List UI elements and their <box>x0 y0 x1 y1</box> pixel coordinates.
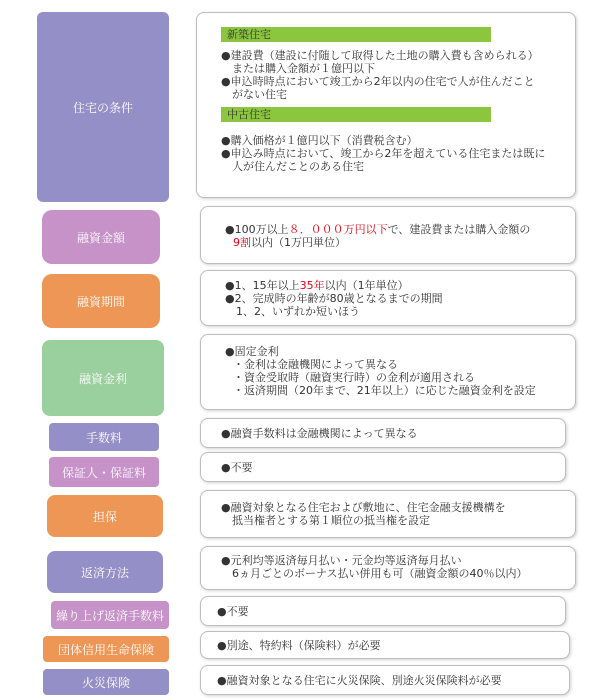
label-conditions-text: 住宅の条件 <box>72 100 133 115</box>
label-period-text: 融資期間 <box>76 294 125 309</box>
period-text-a: ●1、15年以上 <box>225 279 300 292</box>
amount-limit-red: ８．０００万円以下 <box>288 223 388 236</box>
card-guarantor <box>200 452 566 482</box>
insurance-fire-line-1: ●融資対象となる住宅に火災保険、別途火災保険料が必要 <box>217 674 502 687</box>
period-line-3: 1、2、いずれか短いほう <box>225 305 360 318</box>
used-bullet-2-line-1: ●申込み時点において、竣工から2年を超えている住宅または既に <box>221 147 546 160</box>
label-amount <box>42 210 160 264</box>
repayment-line-2: 6ヵ月ごとのボーナス払い併用も可（融資金額の40％以内） <box>221 567 528 580</box>
label-fee-text: 手数料 <box>85 430 122 445</box>
label-repayment-text: 返済方法 <box>80 565 129 580</box>
period-line-2: ●2、完成時の年齢が80歳となるまでの期間 <box>225 292 443 305</box>
new-bullet-2-line-2: がない住宅 <box>221 88 287 101</box>
new-bullet-2-line-1: ●申込時時点において竣工から2年以内の住宅で人が住んだこと <box>221 75 535 88</box>
used-bullet-1: ●購入価格が１億円以下（消費税含む） <box>221 134 418 147</box>
rate-line-4: ・返済期間（20年まで、21年以上）に応じた融資金利を設定 <box>233 384 536 397</box>
fee-line-1: ●融資手数料は金融機関によって異なる <box>221 427 418 440</box>
label-prepay-text: 繰り上げ返済手数料 <box>55 608 164 623</box>
amount-line-1 <box>225 223 575 236</box>
card-repayment <box>200 546 576 590</box>
rate-line-1: ●固定金利 <box>225 345 279 358</box>
used-bullet-2-line-2: 人が住んだことのある住宅 <box>221 160 364 173</box>
new-bullet-1-line-2: または購入金額が１億円以下 <box>221 62 375 75</box>
rate-line-3: ・資金受取時（融資実行時）の金利が適用される <box>233 371 475 384</box>
label-insurance-life <box>43 636 169 662</box>
card-prepay <box>200 596 566 626</box>
period-text-b: 以内（1年単位） <box>324 279 409 292</box>
card-insurance-life <box>200 631 570 659</box>
amount-line-2 <box>233 236 575 249</box>
label-prepay <box>51 601 169 629</box>
subhead-new-housing: 新築住宅 <box>221 27 491 42</box>
repayment-line-1: ●元利均等返済毎月払い・元金均等返済毎月払い <box>221 554 462 567</box>
label-fee <box>49 423 159 451</box>
insurance-life-line-1: ●別途、特約料（保険料）が必要 <box>217 639 381 652</box>
card-period <box>200 270 576 326</box>
collateral-line-1: ●融資対象となる住宅および敷地に、住宅金融支援機構を <box>221 501 506 514</box>
period-line-1 <box>225 279 575 292</box>
label-rate <box>42 340 164 416</box>
amount-ratio-red: 9割 <box>233 236 251 249</box>
rate-line-2: ・金利は金融機関によって異なる <box>233 358 398 371</box>
new-bullet-1-line-1: ●建設費（建設に付随して取得した土地の購入費も含められる） <box>221 49 539 62</box>
label-insurance-fire-text: 火災保険 <box>81 675 130 690</box>
label-insurance-life-text: 団体信用生命保険 <box>57 642 154 657</box>
label-amount-text: 融資金額 <box>76 230 125 245</box>
label-rate-text: 融資金利 <box>78 371 127 386</box>
label-collateral-text: 担保 <box>92 509 117 524</box>
amount-text-b: で、建設費または購入金額の <box>387 223 531 236</box>
label-period <box>42 274 160 328</box>
label-repayment <box>47 551 163 593</box>
period-years-red: 35年 <box>299 279 325 292</box>
collateral-line-2: 抵当権者とする第１順位の抵当権を設定 <box>221 514 430 527</box>
card-rate <box>200 334 576 410</box>
guarantor-line-1: ●不要 <box>221 461 253 474</box>
label-insurance-fire <box>43 669 169 695</box>
card-collateral <box>200 490 576 538</box>
label-conditions <box>37 12 169 202</box>
card-insurance-fire <box>200 665 570 695</box>
card-fee <box>200 418 566 448</box>
amount-text-c: 以内（1万円単位） <box>251 236 346 249</box>
subhead-used-housing: 中古住宅 <box>221 107 491 122</box>
card-conditions <box>196 12 576 198</box>
prepay-line-1: ●不要 <box>217 605 249 618</box>
label-collateral <box>47 495 163 537</box>
card-amount <box>200 206 576 264</box>
amount-text-a: ●100万以上 <box>225 223 289 236</box>
label-guarantor-text: 保証人・保証料 <box>61 465 146 480</box>
label-guarantor <box>49 457 159 487</box>
